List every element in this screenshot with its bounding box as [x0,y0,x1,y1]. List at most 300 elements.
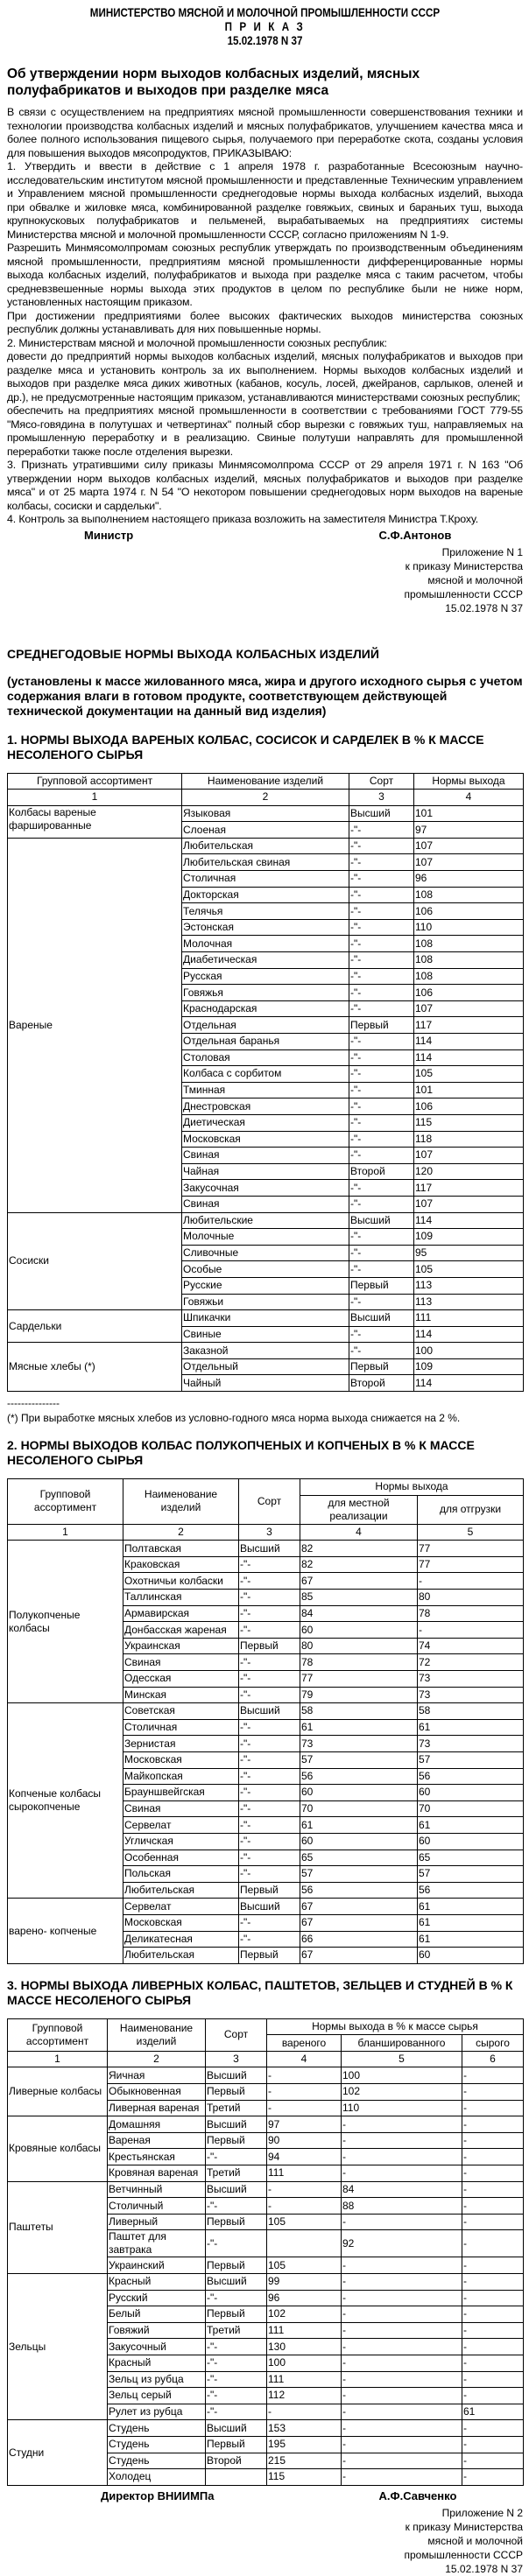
grade-cell: Высший [206,2116,267,2133]
product-name-cell: Московская [123,1914,239,1931]
signature-name: А.Ф.Савченко [378,2488,457,2502]
grade-cell: -"- [349,1049,414,1066]
product-name-cell: Свиная [123,1654,239,1671]
table-row [8,2116,524,2133]
value-cell: 118 [414,1131,524,1148]
value-cell: - [462,2420,524,2437]
product-name-cell: Московская [182,1131,349,1148]
appendix-line: к приказу Министерства [405,2520,523,2533]
grade-cell: -"- [206,2198,267,2215]
column-number: 1 [8,2051,108,2067]
value-cell: - [418,1622,524,1639]
value-cell: 90 [267,2132,342,2149]
product-name-cell: Одесская [123,1671,239,1688]
product-name-cell: Обыкновенная [108,2084,206,2101]
table-3-title: 3. НОРМЫ ВЫХОДА ЛИВЕРНЫХ КОЛБАС, ПАШТЕТОВ, ЗЕЛЬЦЕВ И СТУДНЕЙ В % К МАССЕ НЕСОЛЕНОГО СЫРЬЯ [7,1977,513,2007]
value-cell: - [342,2306,462,2323]
value-cell: 60 [418,1948,524,1964]
grade-cell: -"- [239,1605,300,1622]
product-name-cell: Особенная [123,1850,239,1866]
value-cell: 105 [267,2214,342,2230]
value-cell: 96 [267,2290,342,2306]
grade-cell: Второй [206,2453,267,2469]
product-name-cell: Красный [108,2355,206,2371]
grade-cell: -"- [349,1000,414,1017]
value-cell: - [267,2198,342,2215]
product-name-cell: Говяжий [108,2322,206,2339]
value-cell: 73 [300,1736,418,1752]
grade-cell: Первый [206,2084,267,2101]
value-cell: 107 [414,1000,524,1017]
value-cell: 70 [418,1800,524,1817]
value-cell: - [342,2355,462,2371]
value-cell: 117 [414,1180,524,1197]
product-name-cell: Рулет из рубца [108,2404,206,2420]
value-cell: - [462,2100,524,2116]
value-cell: - [267,2181,342,2198]
value-cell: 94 [267,2149,342,2165]
group-cell: Сардельки [8,1310,182,1343]
product-name-cell: Кровяная вареная [108,2165,206,2182]
paragraph: 2. Министерствам мясной и молочной промышленности союзных республик: [7,336,387,349]
product-name-cell: Польская [123,1866,239,1883]
appendix-1-subtitle: (установлены к массе жилованного мяса, жира и другого исходного сырья с учетом содержания влаги в готовом продукте, соответствующем действующей технической документации на данный вид изделия) [7,673,523,718]
value-cell: - [462,2371,524,2388]
product-name-cell: Докторская [182,887,349,903]
product-name-cell: Охотничьи колбаски [123,1573,239,1590]
appendix-line: мясной и молочной [427,2534,523,2547]
product-name-cell: Ливерный [108,2214,206,2230]
grade-cell: -"- [239,1914,300,1931]
value-cell: 61 [418,1914,524,1931]
grade-cell: -"- [349,1034,414,1050]
product-name-cell: Закусочный [108,2339,206,2355]
grade-cell: -"- [349,1261,414,1278]
column-header: бланшированного [342,2035,462,2052]
grade-cell: -"- [239,1817,300,1834]
value-cell: - [342,2453,462,2469]
value-cell: 60 [418,1833,524,1850]
column-header: Нормы выхода [300,1479,524,1496]
value-cell: 120 [414,1163,524,1180]
grade-cell: -"- [349,1180,414,1197]
grade-cell: Второй [349,1375,414,1392]
grade-cell: -"- [349,1326,414,1343]
value-cell: 215 [267,2453,342,2469]
product-name-cell: Отдельная баранья [182,1034,349,1050]
grade-cell: -"- [239,1751,300,1768]
grade-cell: Высший [206,2274,267,2291]
value-cell: 100 [342,2067,462,2084]
table-row [8,1899,524,1915]
value-cell: 130 [267,2339,342,2355]
value-cell: 107 [414,838,524,854]
value-cell: - [342,2257,462,2274]
table-smoked-sausages [7,1478,524,1964]
grade-cell: -"- [239,1719,300,1736]
value-cell: - [462,2132,524,2149]
product-name-cell: Русская [182,968,349,985]
product-name-cell: Диабетическая [182,952,349,969]
product-name-cell: Зельц серый [108,2388,206,2404]
grade-cell: -"- [239,1931,300,1948]
grade-cell: -"- [239,1800,300,1817]
table-header-row [8,1479,524,1496]
grade-cell: Высший [349,805,414,822]
column-header: Сорт [239,1479,300,1525]
appendix-line: промышленности СССР [404,2548,523,2561]
value-cell: - [462,2436,524,2453]
product-name-cell: Чайная [182,1163,349,1180]
table-row [8,1541,524,1557]
product-name-cell: Крестьянская [108,2149,206,2165]
value-cell: 107 [414,1148,524,1164]
document-page [0,6,529,2576]
product-name-cell: Любительская [123,1948,239,1964]
value-cell: 79 [300,1687,418,1703]
product-name-cell: Украинский [108,2257,206,2274]
product-name-cell: Особые [182,1261,349,1278]
document-header [43,6,487,48]
doc-type: П Р И К А З [224,20,306,33]
grade-cell: Первый [349,1017,414,1034]
value-cell: 114 [414,1326,524,1343]
grade-cell: Третий [206,2100,267,2116]
column-header: Групповой ассортимент [8,1479,123,1525]
value-cell: 56 [300,1882,418,1899]
table-row [8,1703,524,1720]
column-number-row [8,790,524,806]
group-cell: Студни [8,2420,108,2485]
value-cell: - [462,2067,524,2084]
column-number: 4 [414,790,524,806]
value-cell: 58 [300,1703,418,1720]
grade-cell: Высший [206,2420,267,2437]
date-number: 15.02.1978 N 37 [227,34,303,47]
grade-cell: -"- [349,1343,414,1359]
value-cell: - [462,2084,524,2101]
column-number: 5 [342,2051,462,2067]
group-cell: Вареные [8,838,182,1212]
paragraph: В связи с осуществлением на предприятиях мясной промышленности совершенствования техники и технологии производства колбасных изделий и мясных полуфабрикатов, улучшением качества мяса и более полного использования пищевого сырья, получаемого при переработке скота, созданы условия для повышения выходов мясопродуктов, ПРИКАЗЫВАЮ: [7,106,523,159]
value-cell: 111 [267,2322,342,2339]
value-cell: 114 [414,1212,524,1229]
product-name-cell: Советская [123,1703,239,1720]
product-name-cell: Столичный [108,2198,206,2215]
table-body [8,805,524,1391]
grade-cell: -"- [239,1654,300,1671]
grade-cell: Высший [206,2067,267,2084]
appendix-line: Приложение N 2 [441,2506,523,2519]
value-cell: 60 [300,1785,418,1801]
product-name-cell: Русский [108,2290,206,2306]
product-name-cell: Языковая [182,805,349,822]
column-number: 2 [123,1524,239,1541]
table-row [8,2274,524,2291]
value-cell: - [342,2165,462,2182]
value-cell: 111 [414,1310,524,1327]
grade-cell: -"- [349,838,414,854]
table-row [8,805,524,822]
grade-cell: -"- [239,1671,300,1688]
column-number: 3 [239,1524,300,1541]
value-cell: 72 [418,1654,524,1671]
column-header: для местной реализации [300,1495,418,1524]
column-number-row [8,2051,524,2067]
group-cell: Колбасы вареные фаршированные [8,805,182,838]
column-header: Нормы выхода [414,773,524,790]
value-cell: 67 [300,1914,418,1931]
value-cell: 100 [267,2355,342,2371]
value-cell: 56 [418,1768,524,1785]
value-cell: - [462,2230,524,2257]
grade-cell: Первый [239,1948,300,1964]
value-cell: 112 [267,2388,342,2404]
product-name-cell: Заказной [182,1343,349,1359]
grade-cell: Третий [206,2165,267,2182]
value-cell: 105 [414,1066,524,1083]
product-name-cell: Отдельная [182,1017,349,1034]
table-2-title: 2. НОРМЫ ВЫХОДОВ КОЛБАС ПОЛУКОПЧЕНЫХ И КОПЧЕНЫХ В % К МАССЕ НЕСОЛЕНОГО СЫРЬЯ [7,1438,475,1468]
product-name-cell: Холодец [108,2469,206,2486]
product-name-cell: Армавирская [123,1605,239,1622]
product-name-cell: Зельц из рубца [108,2371,206,2388]
product-name-cell: Московская [123,1751,239,1768]
value-cell: 96 [414,871,524,888]
product-name-cell: Столичная [123,1719,239,1736]
grade-cell: -"- [239,1785,300,1801]
value-cell: - [342,2290,462,2306]
paragraph: обеспечить на предприятиях мясной промышленности в соответствии с требованиями ГОСТ 779-55 "Мясо-говядина в полутушах и четвертинах" полный сбор вырезки с говяжьих туш, направляемых на промышленную переработку и в реализацию. Свиные полутуши направлять для промышленной переработки также после отделения вырезки. [7,404,523,458]
grade-cell: -"- [206,2371,267,2388]
value-cell: - [342,2214,462,2230]
table-boiled-sausages [7,773,524,1393]
grade-cell: -"- [206,2290,267,2306]
value-cell: 78 [300,1654,418,1671]
column-number: 1 [8,790,182,806]
footnote-divider: --------------- [7,1397,60,1410]
grade-cell: -"- [239,1573,300,1590]
grade-cell: -"- [349,1114,414,1131]
product-name-cell: Полтавская [123,1541,239,1557]
table-row [8,838,524,854]
value-cell [267,2230,342,2257]
value-cell: 61 [300,1719,418,1736]
value-cell: - [342,2436,462,2453]
product-name-cell: Столовая [182,1049,349,1066]
table-row [8,2067,524,2084]
grade-cell: -"- [349,903,414,920]
appendix-line: промышленности СССР [404,587,523,600]
column-number: 2 [108,2051,206,2067]
value-cell: 110 [414,919,524,936]
grade-cell: -"- [349,871,414,888]
column-header: сырого [462,2035,524,2052]
product-name-cell: Говяжья [182,985,349,1001]
grade-cell: Первый [349,1277,414,1294]
column-number: 4 [300,1524,418,1541]
signature-role: Министр [84,528,134,542]
column-header: Сорт [349,773,414,790]
grade-cell: -"- [349,1098,414,1115]
product-name-cell: Свиная [123,1800,239,1817]
grade-cell: -"- [239,1622,300,1639]
product-name-cell: Краковская [123,1556,239,1573]
product-name-cell: Любительская свиная [182,854,349,871]
value-cell: - [342,2339,462,2355]
product-name-cell: Днестровская [182,1098,349,1115]
group-cell: варено- копченые [8,1899,123,1963]
value-cell: 60 [300,1833,418,1850]
column-number: 1 [8,1524,123,1541]
value-cell: 84 [342,2181,462,2198]
grade-cell: Первый [206,2214,267,2230]
value-cell: 65 [418,1850,524,1866]
product-name-cell: Любительские [182,1212,349,1229]
column-number: 3 [349,790,414,806]
column-number: 5 [418,1524,524,1541]
product-name-cell: Ливерная вареная [108,2100,206,2116]
product-name-cell: Деликатесная [123,1931,239,1948]
product-name-cell: Паштет для завтрака [108,2230,206,2257]
value-cell: 95 [414,1245,524,1261]
value-cell: 56 [300,1768,418,1785]
column-header: Нормы выхода в % к массе сырья [267,2018,524,2035]
value-cell: 109 [414,1229,524,1246]
value-cell: 106 [414,1098,524,1115]
value-cell: - [342,2322,462,2339]
value-cell: 73 [418,1736,524,1752]
value-cell: 106 [414,903,524,920]
paragraph: Разрешить Минмясомолпромам союзных республик утверждать по производственным объединениям мясной промышленности, предприятиям мясной промышленности дифференцированные нормы выхода колбасных изделий, полуфабрикатов и выхода при разделке мяса с таким расчетом, чтобы средневзвешенные нормы выхода этих продуктов в целом по республике были не ниже норм, установленных настоящим приказом. [7,242,523,308]
value-cell: - [462,2469,524,2486]
value-cell: 105 [267,2257,342,2274]
grade-cell: -"- [239,1687,300,1703]
grade-cell: Первый [349,1358,414,1375]
product-name-cell: Чайный [182,1375,349,1392]
value-cell: 113 [414,1277,524,1294]
grade-cell: -"- [349,1196,414,1212]
appendix-line: мясной и молочной [427,573,523,586]
product-name-cell: Закусочная [182,1180,349,1197]
value-cell: - [462,2355,524,2371]
product-name-cell: Вареная [108,2132,206,2149]
product-name-cell: Белый [108,2306,206,2323]
footnote: (*) При выработке мясных хлебов из условно-годного мяса норма выхода снижается на 2 %. [7,1412,461,1425]
product-name-cell: Домашняя [108,2116,206,2133]
column-number-row [8,1524,524,1541]
product-name-cell: Свиные [182,1326,349,1343]
value-cell: - [342,2116,462,2133]
value-cell: 57 [418,1751,524,1768]
product-name-cell: Краснодарская [182,1000,349,1017]
grade-cell: -"- [239,1556,300,1573]
value-cell: 60 [418,1785,524,1801]
grade-cell: -"- [349,854,414,871]
product-name-cell: Сливочные [182,1245,349,1261]
value-cell: - [267,2084,342,2101]
signature-director [7,2489,523,2503]
value-cell: 67 [300,1948,418,1964]
paragraph: 1. Утвердить и ввести в действие с 1 апреля 1978 г. разработанные Всесоюзным научно-исследовательским институтом мясной промышленности и представленные Техническим управлением и Управлением мясной промышленности среднегодовые нормы выхода колбасных изделий, выхода при обвалке и жиловке мяса, комбинированной разделке говяжьих, свиных и бараньих туш, выхода крупнокусковых полуфабрикатов и пельменей, вырабатываемых на предприятиях системы Министерства мясной и молочной промышленности СССР, согласно приложениям N 1-9. [7,160,523,241]
value-cell: - [267,2100,342,2116]
grade-cell: -"- [206,2149,267,2165]
value-cell: - [462,2257,524,2274]
value-cell: 97 [267,2116,342,2133]
table-body [8,1541,524,1963]
ministry-name: МИНИСТЕРСТВО МЯСНОЙ И МОЛОЧНОЙ ПРОМЫШЛЕННОСТИ СССР [89,6,441,19]
value-cell: 67 [300,1573,418,1590]
value-cell: 92 [342,2230,462,2257]
signature-minister [7,529,523,543]
value-cell: 85 [300,1590,418,1606]
table-row [8,2420,524,2437]
product-name-cell: Студень [108,2453,206,2469]
value-cell: 105 [414,1261,524,1278]
value-cell: - [462,2274,524,2291]
column-header: Наименование изделий [108,2018,206,2051]
value-cell: - [342,2469,462,2486]
product-name-cell: Свиная [182,1196,349,1212]
product-name-cell: Ветчинный [108,2181,206,2198]
product-name-cell: Свиная [182,1148,349,1164]
value-cell: 84 [300,1605,418,1622]
value-cell: - [462,2453,524,2469]
value-cell: - [342,2371,462,2388]
column-header: Сорт [206,2018,267,2051]
value-cell: 102 [342,2084,462,2101]
table-row [8,1212,524,1229]
grade-cell: -"- [206,2339,267,2355]
value-cell: 66 [300,1931,418,1948]
value-cell: 61 [418,1719,524,1736]
value-cell: 195 [267,2436,342,2453]
product-name-cell: Диетическая [182,1114,349,1131]
value-cell: 60 [300,1622,418,1639]
appendix-line: к приказу Министерства [405,559,523,572]
column-header: Групповой ассортимент [8,773,182,790]
appendix-1-note [7,545,523,615]
value-cell: - [462,2181,524,2198]
product-name-cell: Русские [182,1277,349,1294]
value-cell: 57 [300,1751,418,1768]
value-cell: 56 [418,1882,524,1899]
column-number: 4 [267,2051,342,2067]
product-name-cell: Шпикачки [182,1310,349,1327]
value-cell: 102 [267,2306,342,2323]
signature-role: Директор ВНИИМПа [101,2488,215,2502]
group-cell: Мясные хлебы (*) [8,1343,182,1392]
order-body [7,106,523,527]
column-number: 2 [182,790,349,806]
grade-cell: -"- [239,1833,300,1850]
product-name-cell: Телячья [182,903,349,920]
value-cell: 114 [414,1034,524,1050]
value-cell: 61 [300,1817,418,1834]
grade-cell: -"- [349,952,414,969]
grade-cell: -"- [239,1866,300,1883]
table-body [8,2067,524,2485]
column-header: Групповой ассортимент [8,2018,108,2051]
grade-cell: Первый [206,2436,267,2453]
group-cell: Полукопченые колбасы [8,1541,123,1703]
paragraph: При достижении предприятиями более высоких фактических выходов министерства союзных республик должны устанавливать для них повышенные нормы. [7,309,523,335]
appendix-line: 15.02.1978 N 37 [445,2562,523,2575]
value-cell: - [462,2322,524,2339]
grade-cell: Высший [239,1541,300,1557]
product-name-cell: Эстонская [182,919,349,936]
value-cell: - [462,2306,524,2323]
